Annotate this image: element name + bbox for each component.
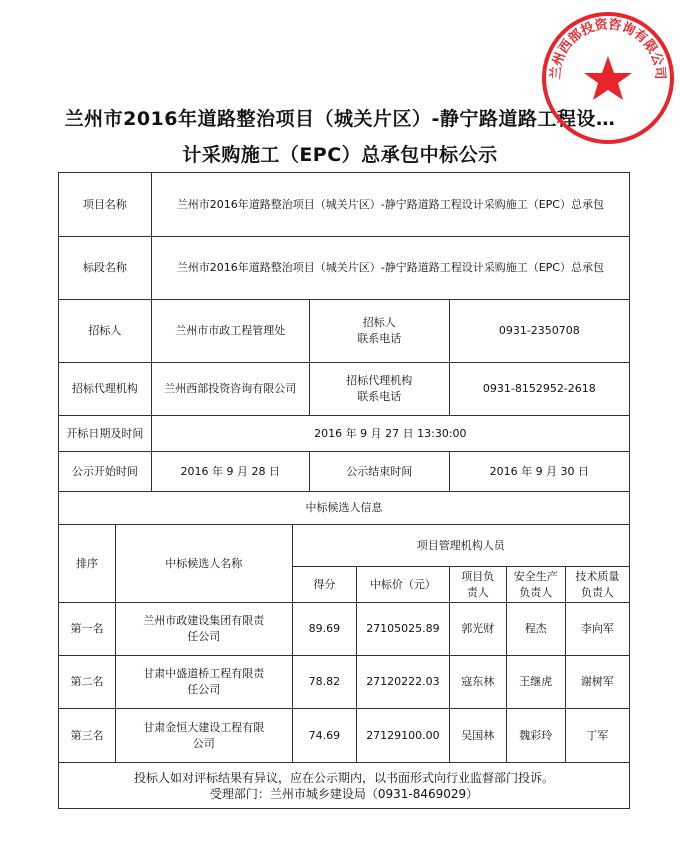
agency-value: 兰州西部投资咨询有限公司 [151,363,309,416]
company-seal [538,8,678,148]
candidate-score: 89.69 [292,603,357,656]
candidate-rank: 第二名 [59,656,116,709]
candidate-score: 78.82 [292,656,357,709]
footer-notice [59,763,630,809]
candidate-rank: 第一名 [59,603,116,656]
section-name-value: 兰州市2016年道路整治项目（城关片区）-静宁路道路工程设计采购施工（EPC）总承包 [151,237,629,300]
candidate-name-line-2: 任公司 [187,630,221,643]
project-name-row [59,173,630,237]
candidate-name-header: 中标候选人名称 [115,525,292,603]
candidate-tech-manager: 谢树军 [565,656,629,709]
tenderer-phone-label-1: 招标人 [362,316,396,329]
candidate-name-line-1: 兰州市政建设集团有限责 [143,614,265,627]
agency-phone-label-1: 招标代理机构 [346,374,413,387]
opening-value: 2016 年 9 月 27 日 13:30:00 [151,416,629,452]
tech-manager-header-1: 技术质量 [575,569,620,583]
candidate-name [115,603,292,656]
candidate-price: 27120222.03 [357,656,449,709]
footer-row [59,763,630,809]
safety-manager-header-1: 安全生产 [513,569,558,583]
candidate-project-manager: 郭光财 [449,603,506,656]
candidate-name-line-1: 甘肃中盛道桥工程有限责 [143,667,265,680]
section-name-row [59,237,630,300]
price-header: 中标价（元） [357,567,449,603]
candidate-rank: 第三名 [59,709,116,763]
notice-start-value: 2016 年 9 月 28 日 [151,452,309,492]
agency-phone-label-2: 联系电话 [357,390,402,403]
candidates-header-row [59,525,630,567]
candidates-section-title: 中标候选人信息 [59,492,630,525]
table-row [59,656,630,709]
tenderer-row [59,300,630,363]
tenderer-phone-value: 0931-2350708 [449,300,629,363]
candidate-tech-manager: 丁军 [565,709,629,763]
candidate-name [115,656,292,709]
project-manager-header-1: 项目负 [461,569,495,583]
notice-end-label: 公示结束时间 [309,452,449,492]
table-row [59,603,630,656]
candidates-title-row [59,492,630,525]
candidate-tech-manager: 李向军 [565,603,629,656]
seal-star-icon [584,56,632,100]
candidate-name-line-2: 任公司 [187,683,221,696]
opening-label: 开标日期及时间 [59,416,152,452]
tenderer-phone-label-2: 联系电话 [357,332,402,345]
candidate-price: 27105025.89 [357,603,449,656]
agency-row [59,363,630,416]
announcement-table [58,172,630,809]
candidate-safety-manager: 王继虎 [506,656,565,709]
candidate-project-manager: 寇东林 [449,656,506,709]
candidate-score: 74.69 [292,709,357,763]
project-manager-header-2: 责人 [466,585,489,599]
section-name-label: 标段名称 [59,237,152,300]
rank-header: 排序 [59,525,116,603]
management-personnel-header: 项目管理机构人员 [292,525,629,567]
tech-manager-header-2: 负责人 [580,585,614,599]
candidate-safety-manager: 魏彩玲 [506,709,565,763]
opening-row [59,416,630,452]
objection-notice: 投标人如对评标结果有异议，应在公示期内，以书面形式向行业监督部门投诉。 [133,770,554,785]
complaint-department: 受理部门：兰州市城乡建设局（0931-8469029） [209,786,479,801]
tenderer-phone-label [309,300,449,363]
tech-manager-header [565,567,629,603]
candidate-price: 27129100.00 [357,709,449,763]
notice-end-value: 2016 年 9 月 30 日 [449,452,629,492]
agency-phone-label [309,363,449,416]
notice-period-row [59,452,630,492]
agency-label: 招标代理机构 [59,363,152,416]
candidate-name-line-1: 甘肃金恒大建设工程有限 [143,720,265,734]
table-row [59,709,630,763]
score-header: 得分 [292,567,357,603]
seal-text: 兰州西部投资咨询有限公司 [548,17,668,81]
candidate-name-line-2: 公司 [192,736,215,750]
page-title-line-2: 计采购施工（EPC）总承包中标公示 [182,144,498,166]
candidate-project-manager: 吴国林 [449,709,506,763]
candidate-safety-manager: 程杰 [506,603,565,656]
project-manager-header [449,567,506,603]
tenderer-value: 兰州市市政工程管理处 [151,300,309,363]
tenderer-label: 招标人 [59,300,152,363]
notice-start-label: 公示开始时间 [59,452,152,492]
page-title-line-1: 兰州市2016年道路整治项目（城关片区）-静宁路道路工程设… [64,108,616,130]
safety-manager-header-2: 负责人 [519,585,553,599]
safety-manager-header [506,567,565,603]
project-name-value: 兰州市2016年道路整治项目（城关片区）-静宁路道路工程设计采购施工（EPC）总承包 [151,173,629,237]
project-name-label: 项目名称 [59,173,152,237]
agency-phone-value: 0931-8152952-2618 [449,363,629,416]
candidate-name [115,709,292,763]
